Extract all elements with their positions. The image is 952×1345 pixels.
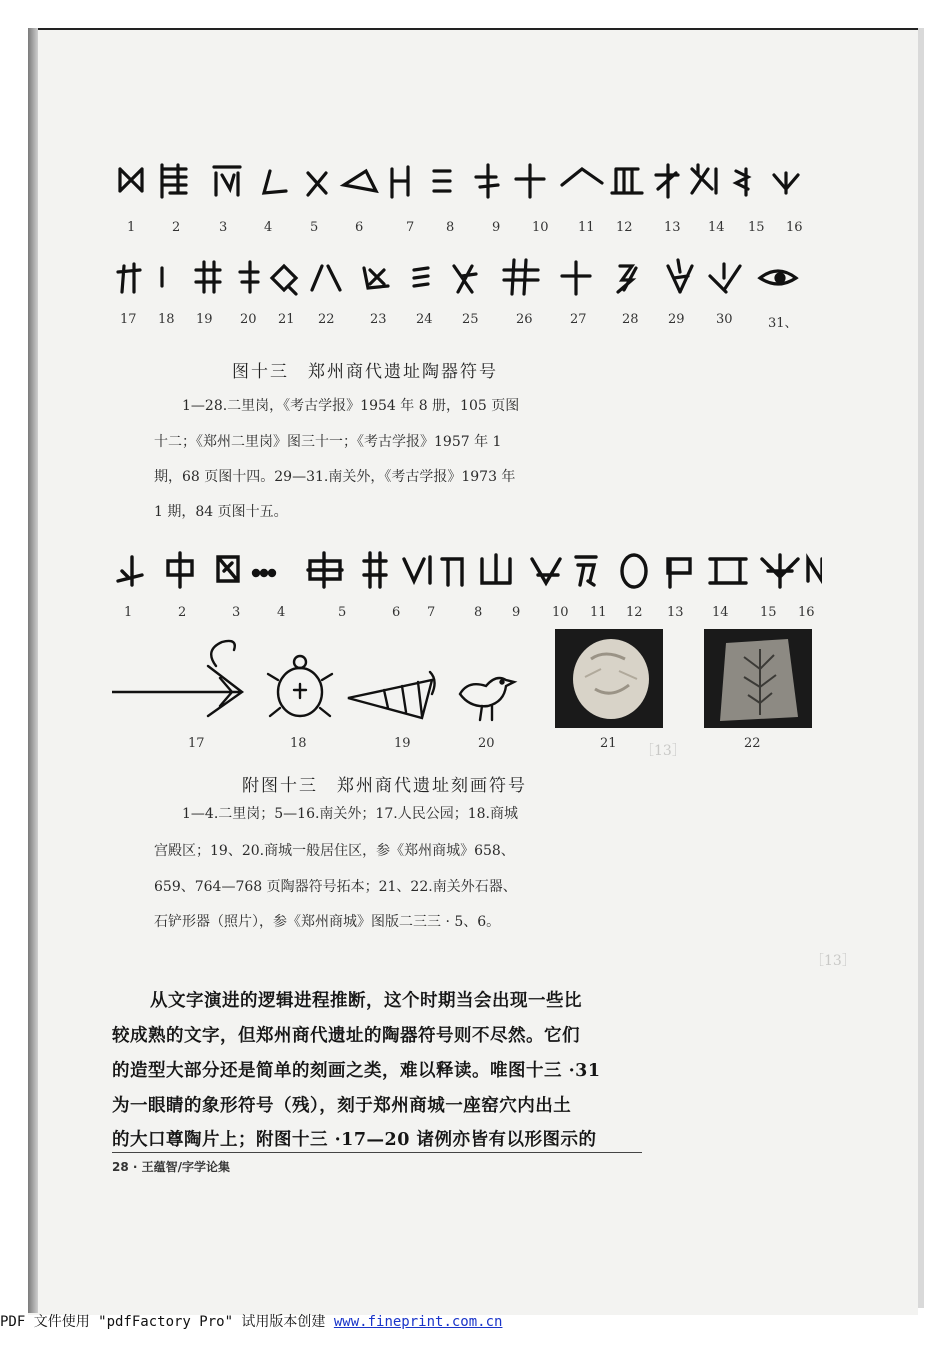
- figure13-caption-line: 1—28.二里岗，《考古学报》1954 年 8 册，105 页图: [182, 398, 520, 414]
- stone-tool-image: [555, 629, 663, 728]
- turtle-pictograph: [268, 656, 332, 716]
- glyph-number: 23: [370, 312, 387, 327]
- glyph-number: 28: [622, 312, 639, 327]
- incised-8: [442, 559, 462, 585]
- glyph-number: 27: [570, 312, 587, 327]
- appendix13-numbers-row1: [112, 605, 815, 623]
- incised-10: [532, 559, 560, 583]
- glyph-number: 12: [616, 220, 633, 235]
- glyph-11: [562, 169, 602, 185]
- glyph-number: 11: [578, 220, 595, 235]
- tube-pictograph: [348, 672, 435, 718]
- glyph-25: [454, 266, 476, 292]
- glyph-number: 10: [552, 605, 569, 620]
- glyph-number: 22: [744, 736, 761, 751]
- glyph-number: 15: [748, 220, 765, 235]
- glyph-8: [434, 171, 450, 191]
- appendix13-caption-line: 1—4.二里岗；5—16.南关外；17.人民公园；18.商城: [182, 806, 518, 822]
- incised-12: [622, 555, 646, 587]
- pdf-note-text: PDF 文件使用 "pdfFactory Pro" 试用版本创建: [0, 1314, 334, 1330]
- glyph-number: 14: [712, 605, 729, 620]
- glyph-number: 2: [172, 220, 181, 235]
- glyph-number: 19: [394, 736, 411, 751]
- glyph-number: 16: [798, 605, 815, 620]
- glyph-27: [562, 262, 590, 294]
- pdf-watermark-note: [0, 1311, 502, 1331]
- appendix13-numbers-row2: [112, 736, 812, 754]
- glyph-number: 4: [264, 220, 273, 235]
- glyph-number: 5: [310, 220, 319, 235]
- glyph-6: [344, 171, 376, 191]
- glyph-2: [162, 165, 186, 197]
- incised-11: [576, 557, 596, 585]
- glyph-number: 14: [708, 220, 725, 235]
- glyph-number: 9: [512, 605, 521, 620]
- incised-16: [808, 559, 822, 581]
- incised-14: [710, 559, 746, 583]
- glyph-number: 22: [318, 312, 335, 327]
- glyph-17: [118, 264, 140, 292]
- page-right-edge: [918, 28, 924, 1308]
- appendix13-pictographs: [112, 636, 552, 736]
- glyph-number: 31、: [768, 316, 798, 331]
- appendix13-caption-line: 石铲形器（照片），参《郑州商城》图版二三三 · 5、6。: [154, 914, 501, 930]
- glyph-number: 5: [338, 605, 347, 620]
- page-footer: 28 · 王蕴智/字学论集: [112, 1160, 230, 1174]
- glyph-number: 8: [446, 220, 455, 235]
- glyph-3: [214, 167, 240, 195]
- glyph-number: 3: [219, 220, 228, 235]
- glyph-28: [618, 266, 636, 292]
- glyph-number: 18: [158, 312, 175, 327]
- glyph-number: 8: [474, 605, 483, 620]
- glyph-number: 7: [427, 605, 436, 620]
- glyph-number: 2: [178, 605, 187, 620]
- glyph-20: [240, 262, 258, 292]
- glyph-number: 29: [668, 312, 685, 327]
- glyph-19: [196, 262, 220, 292]
- incised-3: [218, 557, 238, 581]
- glyph-number: 17: [188, 736, 205, 751]
- glyph-23: [364, 268, 388, 288]
- footer-divider: [112, 1152, 642, 1153]
- glyph-1: [120, 169, 142, 191]
- glyph-number: 9: [492, 220, 501, 235]
- body-paragraph-line: 从文字演进的逻辑进程推断，这个时期当会出现一些比: [150, 991, 582, 1011]
- stone-tool-photo: [555, 629, 663, 728]
- incised-1: [118, 557, 142, 585]
- glyph-14: [692, 165, 716, 193]
- glyph-number: 3: [232, 605, 241, 620]
- glyph-number: 18: [290, 736, 307, 751]
- glyph-22: [312, 266, 340, 290]
- incised-15: [762, 555, 798, 587]
- glyph-16: [774, 173, 798, 193]
- appendix13-glyphs: [112, 545, 812, 595]
- glyph-number: 26: [516, 312, 533, 327]
- glyph-number: 11: [590, 605, 607, 620]
- figure13-caption-line: 1 期，84 页图十五。: [154, 504, 288, 520]
- glyph-12: [612, 169, 642, 193]
- glyph-number: 7: [406, 220, 415, 235]
- glyph-5: [308, 173, 326, 195]
- figure13-title: 图十三 郑州商代遗址陶器符号: [232, 362, 498, 382]
- pdf-note-link[interactable]: www.fineprint.com.cn: [333, 1314, 503, 1330]
- glyph-number: 6: [392, 605, 401, 620]
- glyph-number: 15: [760, 605, 777, 620]
- incised-13: [668, 559, 690, 587]
- incised-4: [254, 571, 275, 576]
- glyph-15: [736, 169, 748, 195]
- figure13-numbers-row1: [112, 220, 812, 238]
- incised-5: [308, 553, 342, 587]
- arrow-pictograph: [112, 641, 242, 716]
- glyph-21: [272, 266, 296, 294]
- bird-pictograph: [460, 678, 514, 720]
- bleed-through-text: ［13］: [640, 743, 686, 759]
- glyph-31: [760, 271, 796, 284]
- incised-6: [364, 553, 386, 587]
- appendix13-title: 附图十三 郑州商代遗址刻画符号: [242, 776, 527, 796]
- body-paragraph-line: 的大口尊陶片上；附图十三 ·17—20 诸例亦皆有以形图示的: [112, 1130, 597, 1150]
- appendix13-caption-line: 宫殿区；19、20.商城一般居住区，参《郑州商城》658、: [154, 843, 515, 859]
- incised-7: [404, 557, 430, 583]
- glyph-9: [476, 165, 498, 197]
- glyph-number: 13: [667, 605, 684, 620]
- glyph-26: [504, 260, 538, 294]
- glyph-number: 10: [532, 220, 549, 235]
- body-paragraph-line: 较成熟的文字，但郑州商代遗址的陶器符号则不尽然。它们: [112, 1026, 580, 1046]
- glyph-30: [710, 264, 740, 292]
- incised-2: [168, 553, 192, 587]
- glyph-4: [264, 171, 286, 193]
- glyph-number: 30: [716, 312, 733, 327]
- glyph-number: 24: [416, 312, 433, 327]
- glyph-number: 6: [355, 220, 364, 235]
- glyph-number: 16: [786, 220, 803, 235]
- stone-spade-image: [704, 629, 812, 728]
- glyph-number: 19: [196, 312, 213, 327]
- glyph-10: [516, 165, 544, 197]
- glyph-number: 21: [600, 736, 617, 751]
- glyph-13: [656, 165, 678, 197]
- figure13-glyphs-row2: [112, 252, 812, 302]
- figure13-caption-line: 十二；《郑州二里岗》图三十一；《考古学报》1957 年 1: [154, 434, 502, 450]
- glyph-number: 25: [462, 312, 479, 327]
- figure13-glyphs-row1: [112, 155, 812, 205]
- figure13-caption-line: 期，68 页图十四。29—31.南关外，《考古学报》1973 年: [154, 469, 516, 485]
- glyph-number: 17: [120, 312, 137, 327]
- glyph-number: 4: [277, 605, 286, 620]
- glyph-number: 1: [127, 220, 136, 235]
- body-paragraph-line: 为一眼睛的象形符号（残），刻于郑州商城一座窑穴内出土: [112, 1096, 572, 1116]
- figure13-numbers-row2: [112, 312, 812, 330]
- glyph-number: 20: [240, 312, 257, 327]
- incised-9: [482, 555, 510, 583]
- glyph-24: [414, 268, 428, 286]
- appendix13-caption-line: 659、764—768 页陶器符号拓本；21、22.南关外石器、: [154, 879, 517, 895]
- glyph-number: 13: [664, 220, 681, 235]
- body-paragraph-line: 的造型大部分还是简单的刻画之类，难以释读。唯图十三 ·31: [112, 1061, 601, 1081]
- glyph-29: [668, 260, 692, 292]
- glyph-number: 21: [278, 312, 295, 327]
- page-binding-shadow: [28, 28, 38, 1313]
- stone-spade-photo: [704, 629, 812, 728]
- glyph-number: 20: [478, 736, 495, 751]
- glyph-number: 12: [626, 605, 643, 620]
- glyph-number: 1: [124, 605, 133, 620]
- bleed-through-text: ［13］: [810, 953, 856, 969]
- glyph-7: [392, 167, 408, 197]
